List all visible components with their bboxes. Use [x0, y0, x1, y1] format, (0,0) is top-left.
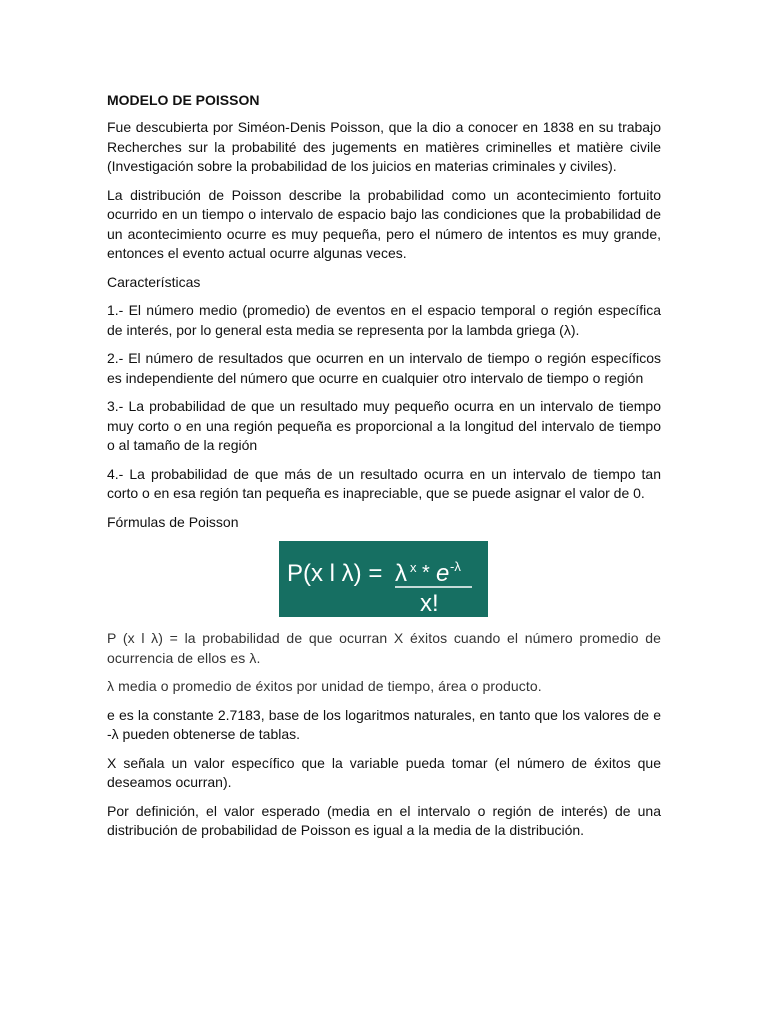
- formula-denominator: x!: [420, 590, 439, 617]
- poisson-formula: [279, 541, 488, 617]
- document-title: MODELO DE POISSON: [107, 92, 260, 108]
- formula-e-exponent: -λ: [450, 559, 461, 574]
- definition-x: X señala un valor específico que la variable pueda tomar (el número de éxitos que deseamos ocurran).: [107, 754, 661, 790]
- characteristics-heading: Características: [107, 273, 201, 290]
- formula-e: e: [436, 560, 450, 587]
- characteristic-item-3: 3.- La probabilidad de que un resultado muy pequeño ocurra en un intervalo de tiempo muy corto o en una región pequeña es proporcional a la longitud del intervalo de tiempo o al tamaño de la región: [107, 398, 661, 453]
- formula-times: *: [422, 562, 430, 584]
- formula-lambda: λ: [395, 560, 407, 587]
- formulas-heading: Fórmulas de Poisson: [107, 513, 239, 530]
- formula-left: P(x l λ) =: [287, 560, 383, 587]
- definition-lambda: λ media o promedio de éxitos por unidad de tiempo, área o producto.: [107, 678, 542, 694]
- poisson-formula-box: [279, 541, 488, 617]
- characteristic-item-4: 4.- La probabilidad de que más de un resultado ocurra en un intervalo de tiempo tan corto o en esa región tan pequeña es inapreciable, que se puede asignar el valor de 0.: [107, 465, 661, 501]
- characteristic-item-2: 2.- El número de resultados que ocurren en un intervalo de tiempo o región específicos es independiente del número que ocurre en cualquier otro intervalo de tiempo o región: [107, 350, 661, 386]
- definition-p: P (x l λ) = la probabilidad de que ocurran X éxitos cuando el número promedio de ocurrencia de ellos es λ.: [107, 630, 661, 666]
- formula-lambda-exponent: x: [410, 560, 417, 575]
- expected-value-paragraph: Por definición, el valor esperado (media en el intervalo o región de interés) de una distribución de probabilidad de Poisson es igual a la media de la distribución.: [107, 802, 661, 838]
- characteristic-item-1: 1.- El número medio (promedio) de eventos en el espacio temporal o región específica de interés, por lo general esta media se representa por la lambda griega (λ).: [107, 302, 661, 338]
- definition-e: e es la constante 2.7183, base de los logaritmos naturales, en tanto que los valores de e -λ pueden obtenerse de tablas.: [107, 706, 661, 742]
- intro-paragraph: Fue descubierta por Siméon-Denis Poisson, que la dio a conocer en 1838 en su trabajo Recherches sur la probabilité des jugements en matières criminelles et matière civile (Investigación sobre la probabilidad de los juicios en materias criminales y civiles).: [107, 119, 661, 174]
- distribution-paragraph: La distribución de Poisson describe la probabilidad como un acontecimiento fortuito ocurrido en un tiempo o intervalo de espacio bajo las condiciones que la probabilidad de un acontecimiento ocurre es muy pequeña, pero el número de intentos es muy grande, entonces el evento actual ocurre algunas veces.: [107, 186, 661, 261]
- document-page: [107, 91, 661, 850]
